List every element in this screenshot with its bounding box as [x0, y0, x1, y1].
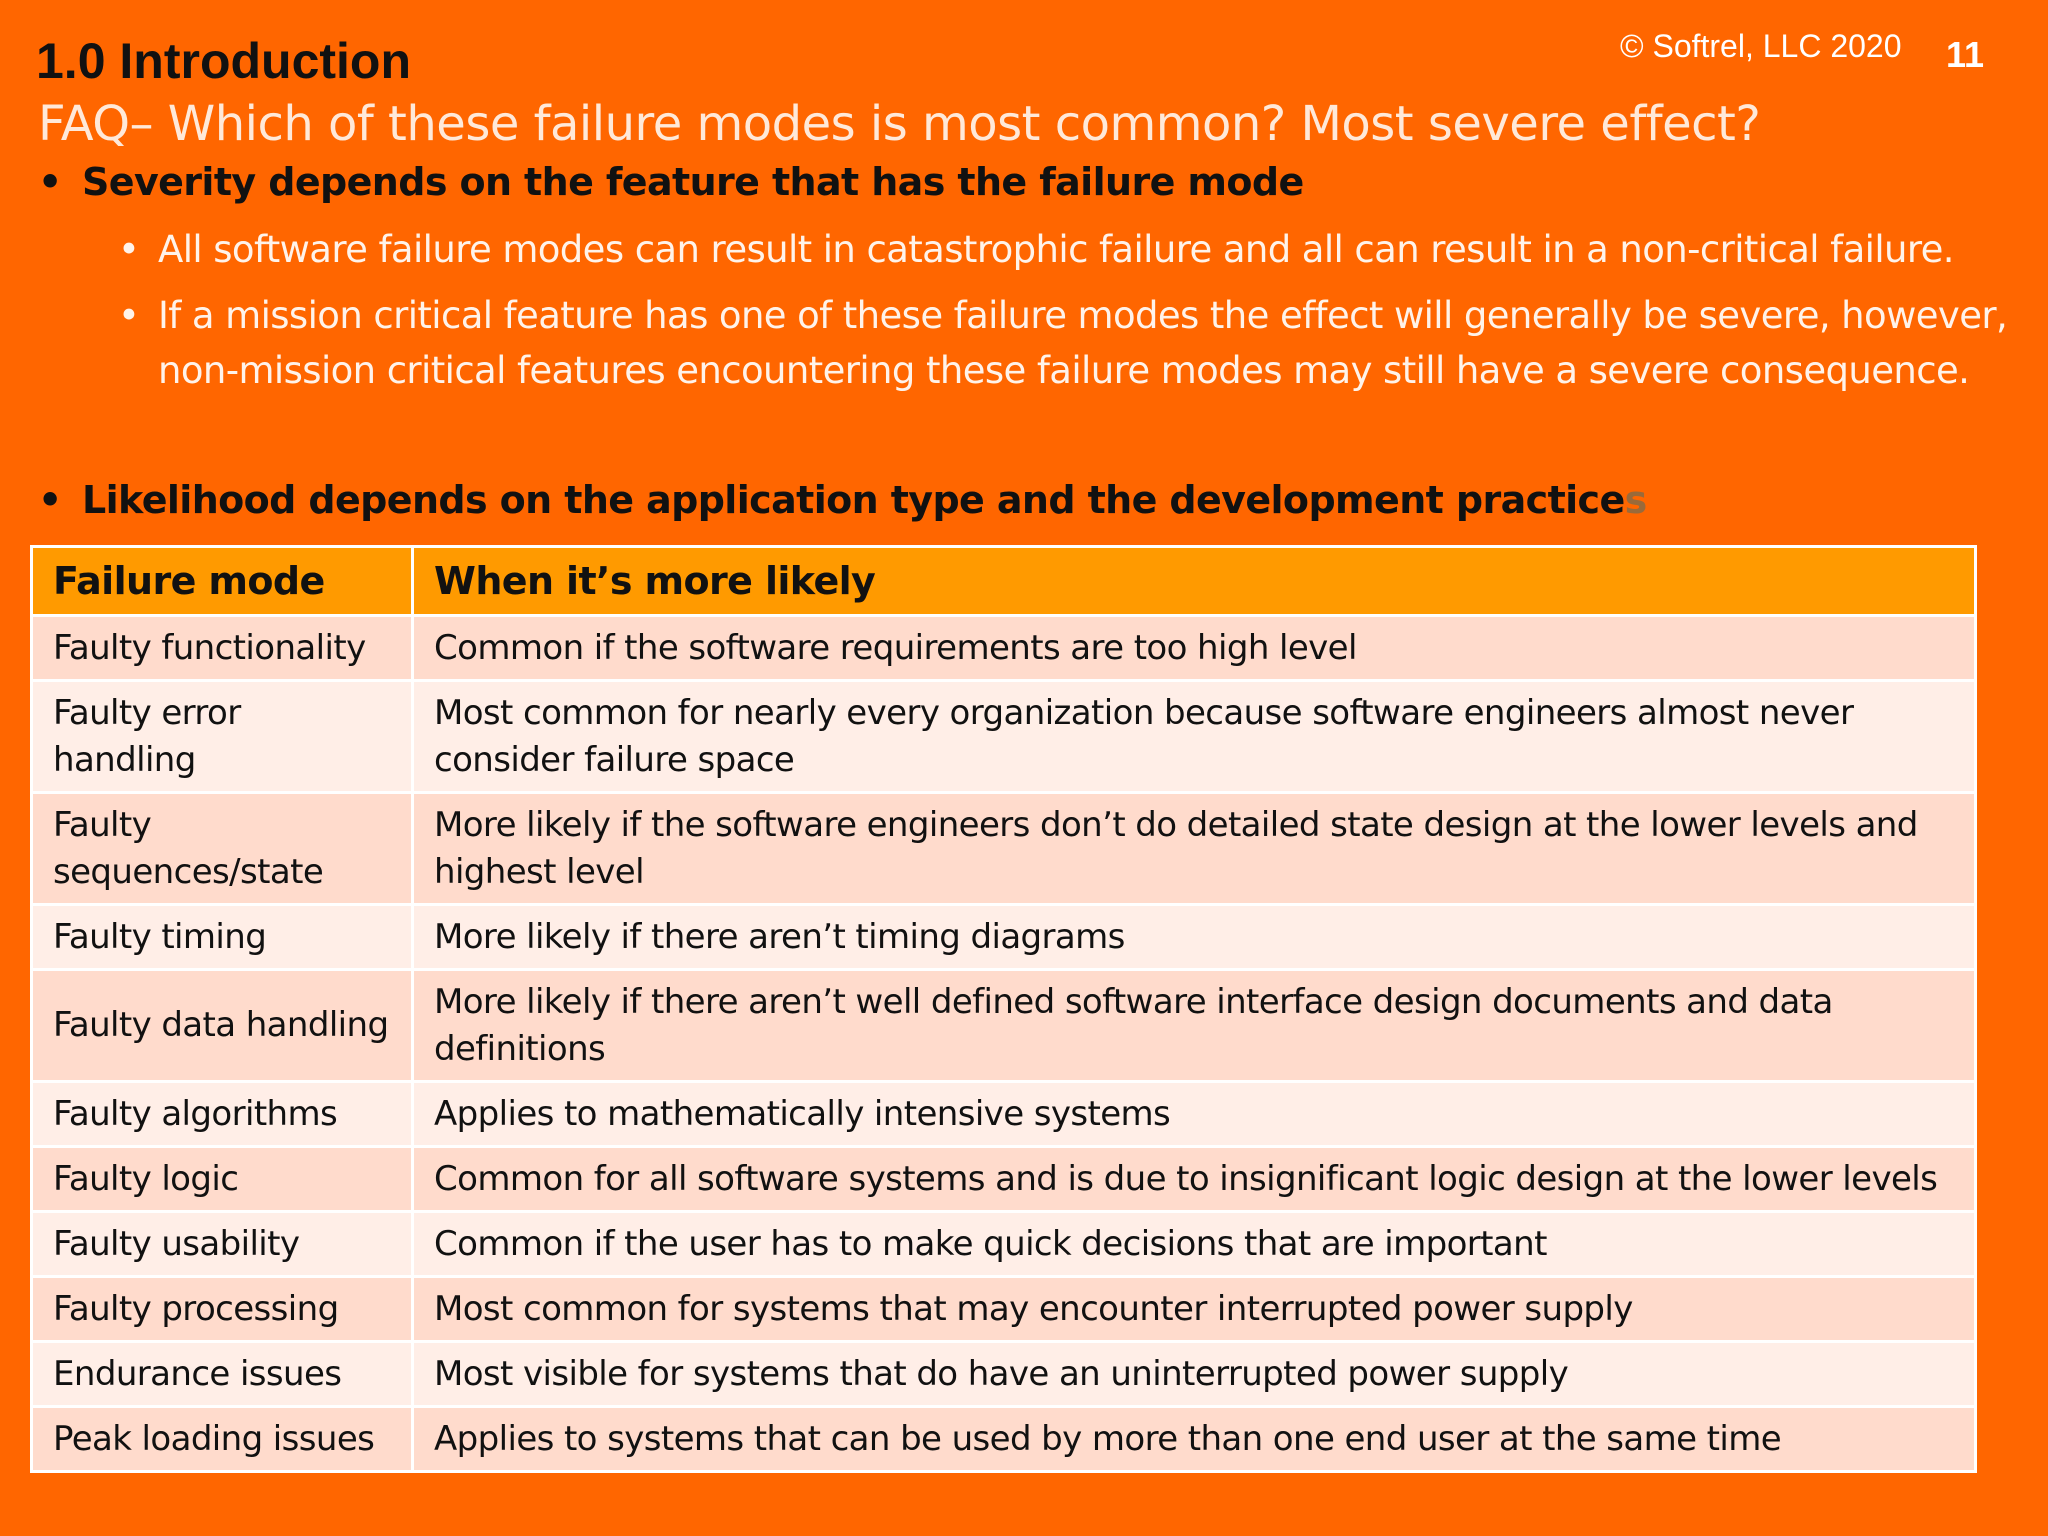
table-row — [32, 1342, 1976, 1407]
likelihood-cell: Common if the software requirements are too high level — [413, 616, 1976, 681]
likelihood-heading: Likelihood depends on the application type and the development practice — [82, 478, 1625, 522]
table-row — [32, 970, 1976, 1082]
failure-mode-cell: Faulty functionality — [32, 616, 413, 681]
table-row — [32, 793, 1976, 905]
likelihood-cell: Most visible for systems that do have an uninterrupted power supply — [413, 1342, 1976, 1407]
failure-mode-cell: Faulty logic — [32, 1147, 413, 1212]
severity-item-text: All software failure modes can result in catastrophic failure and all can result in a non-critical failure. — [158, 228, 1954, 271]
copyright-notice: © Softrel, LLC 2020 — [1620, 28, 1902, 64]
failure-mode-cell: Faulty error handling — [32, 681, 413, 793]
table-row — [32, 1212, 1976, 1277]
failure-mode-cell: Faulty data handling — [32, 970, 413, 1082]
severity-bullet — [38, 160, 1304, 204]
section-title: 1.0 Introduction — [36, 33, 411, 89]
failure-mode-cell: Endurance issues — [32, 1342, 413, 1407]
severity-heading: Severity depends on the feature that has the failure mode — [82, 160, 1304, 204]
bullet-dot-icon: • — [38, 478, 62, 522]
table-row — [32, 1082, 1976, 1147]
likelihood-heading-tail: s — [1624, 478, 1647, 522]
slide-subtitle: FAQ– Which of these failure modes is most common? Most severe effect? — [38, 96, 1761, 152]
likelihood-cell: Most common for nearly every organization because software engineers almost never consider failure space — [413, 681, 1976, 793]
failure-mode-cell: Faulty sequences/state — [32, 793, 413, 905]
table-row — [32, 1407, 1976, 1472]
table-header-row — [32, 547, 1976, 616]
failure-mode-cell: Faulty algorithms — [32, 1082, 413, 1147]
likelihood-cell: Common for all software systems and is due to insignificant logic design at the lower levels — [413, 1147, 1976, 1212]
failure-mode-cell: Peak loading issues — [32, 1407, 413, 1472]
column-header-when-likely: When it’s more likely — [413, 547, 1976, 616]
table-row — [32, 681, 1976, 793]
table-row — [32, 1277, 1976, 1342]
likelihood-cell: More likely if there aren’t timing diagrams — [413, 905, 1976, 970]
column-header-failure-mode: Failure mode — [32, 547, 413, 616]
table-row — [32, 1147, 1976, 1212]
likelihood-cell: Applies to systems that can be used by more than one end user at the same time — [413, 1407, 1976, 1472]
likelihood-cell: More likely if the software engineers don’t do detailed state design at the lower levels and highest level — [413, 793, 1976, 905]
failure-mode-cell: Faulty processing — [32, 1277, 413, 1342]
severity-subbullet-2 — [118, 288, 2018, 398]
failure-mode-cell: Faulty usability — [32, 1212, 413, 1277]
failure-mode-cell: Faulty timing — [32, 905, 413, 970]
failure-mode-table — [30, 545, 1977, 1473]
likelihood-cell: Common if the user has to make quick decisions that are important — [413, 1212, 1976, 1277]
likelihood-cell: More likely if there aren’t well defined software interface design documents and data definitions — [413, 970, 1976, 1082]
bullet-dot-icon: • — [118, 228, 140, 271]
bullet-dot-icon: • — [118, 294, 140, 337]
likelihood-bullet — [38, 478, 1647, 522]
table-row — [32, 905, 1976, 970]
bullet-dot-icon: • — [38, 160, 62, 204]
severity-subbullet-1 — [118, 222, 2018, 277]
likelihood-cell: Most common for systems that may encounter interrupted power supply — [413, 1277, 1976, 1342]
table-row — [32, 616, 1976, 681]
likelihood-cell: Applies to mathematically intensive systems — [413, 1082, 1976, 1147]
severity-item-text: If a mission critical feature has one of these failure modes the effect will generally be severe, however, non-mission critical features encountering these failure modes may still have a severe consequence. — [158, 294, 2008, 392]
page-number: 11 — [1946, 34, 1985, 75]
